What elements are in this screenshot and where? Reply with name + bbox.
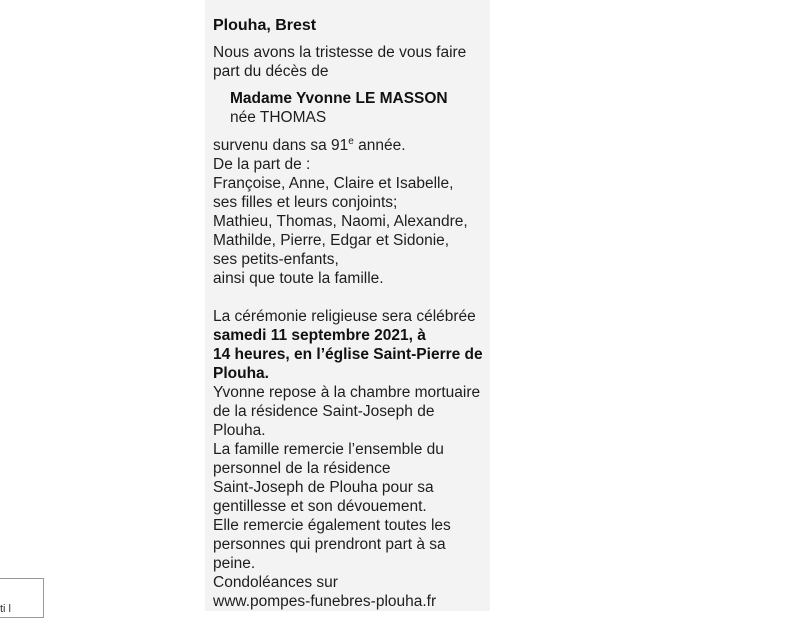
closing-line: Yvonne repose à la chambre mortuaire (213, 384, 481, 401)
corner-fragment-text: ti l (0, 603, 11, 615)
closing-text (213, 383, 498, 611)
ceremony-intro: La cérémonie religieuse sera célébrée (213, 308, 476, 325)
corner-fragment (0, 578, 44, 618)
maiden-name: née THOMAS (230, 109, 327, 126)
age-line-end: année. (353, 137, 406, 154)
ceremony-place (213, 345, 498, 364)
family-line: Mathieu, Thomas, Naomi, Alexandre, (213, 213, 468, 230)
family-list (213, 155, 498, 288)
ceremony-bold-line: 14 heures, en l’église Saint-Pierre de (213, 346, 483, 363)
family-line: Françoise, Anne, Claire et Isabelle, (213, 175, 454, 192)
family-line: Mathilde, Pierre, Edgar et Sidonie, (213, 232, 450, 249)
intro-text (213, 43, 498, 81)
intro-line: part du décès de (213, 63, 329, 80)
closing-line: Plouha. (213, 422, 266, 439)
age-line (213, 136, 498, 155)
age-line-text: survenu dans sa 91 (213, 137, 349, 154)
closing-line: de la résidence Saint-Joseph de (213, 403, 435, 420)
ceremony-town (213, 364, 498, 383)
deceased-block (230, 89, 498, 127)
closing-line: Condoléances sur (213, 574, 338, 591)
deceased-name (230, 89, 498, 108)
family-line: ainsi que toute la famille. (213, 270, 384, 287)
location-heading: Plouha, Brest (213, 17, 317, 34)
age-line-superscript: e (348, 136, 354, 147)
ceremony-bold-line: samedi 11 septembre 2021, à (213, 327, 426, 344)
closing-line: personnel de la résidence (213, 460, 391, 477)
closing-line: La famille remercie l’ensemble du (213, 441, 444, 458)
family-line: De la part de : (213, 156, 311, 173)
deceased-name-prefix: Madame Yvonne (230, 90, 356, 107)
closing-line: peine. (213, 555, 256, 572)
closing-line: gentillesse et son dévouement. (213, 498, 427, 515)
closing-line: Elle remercie également toutes les (213, 517, 451, 534)
paragraph-gap (213, 288, 498, 307)
intro-line: Nous avons la tristesse de vous faire (213, 44, 467, 61)
website-url: www.pompes-funebres-plouha.fr (213, 593, 437, 610)
ceremony-bold-line: Plouha. (213, 365, 269, 382)
family-line: ses filles et leurs conjoints; (213, 194, 398, 211)
ceremony-date (213, 326, 498, 345)
family-line: ses petits-enfants, (213, 251, 339, 268)
deceased-surname: LE MASSON (355, 90, 448, 107)
closing-line: personnes qui prendront part à sa (213, 536, 446, 553)
obituary-notice (213, 16, 498, 611)
closing-line: Saint-Joseph de Plouha pour sa (213, 479, 434, 496)
